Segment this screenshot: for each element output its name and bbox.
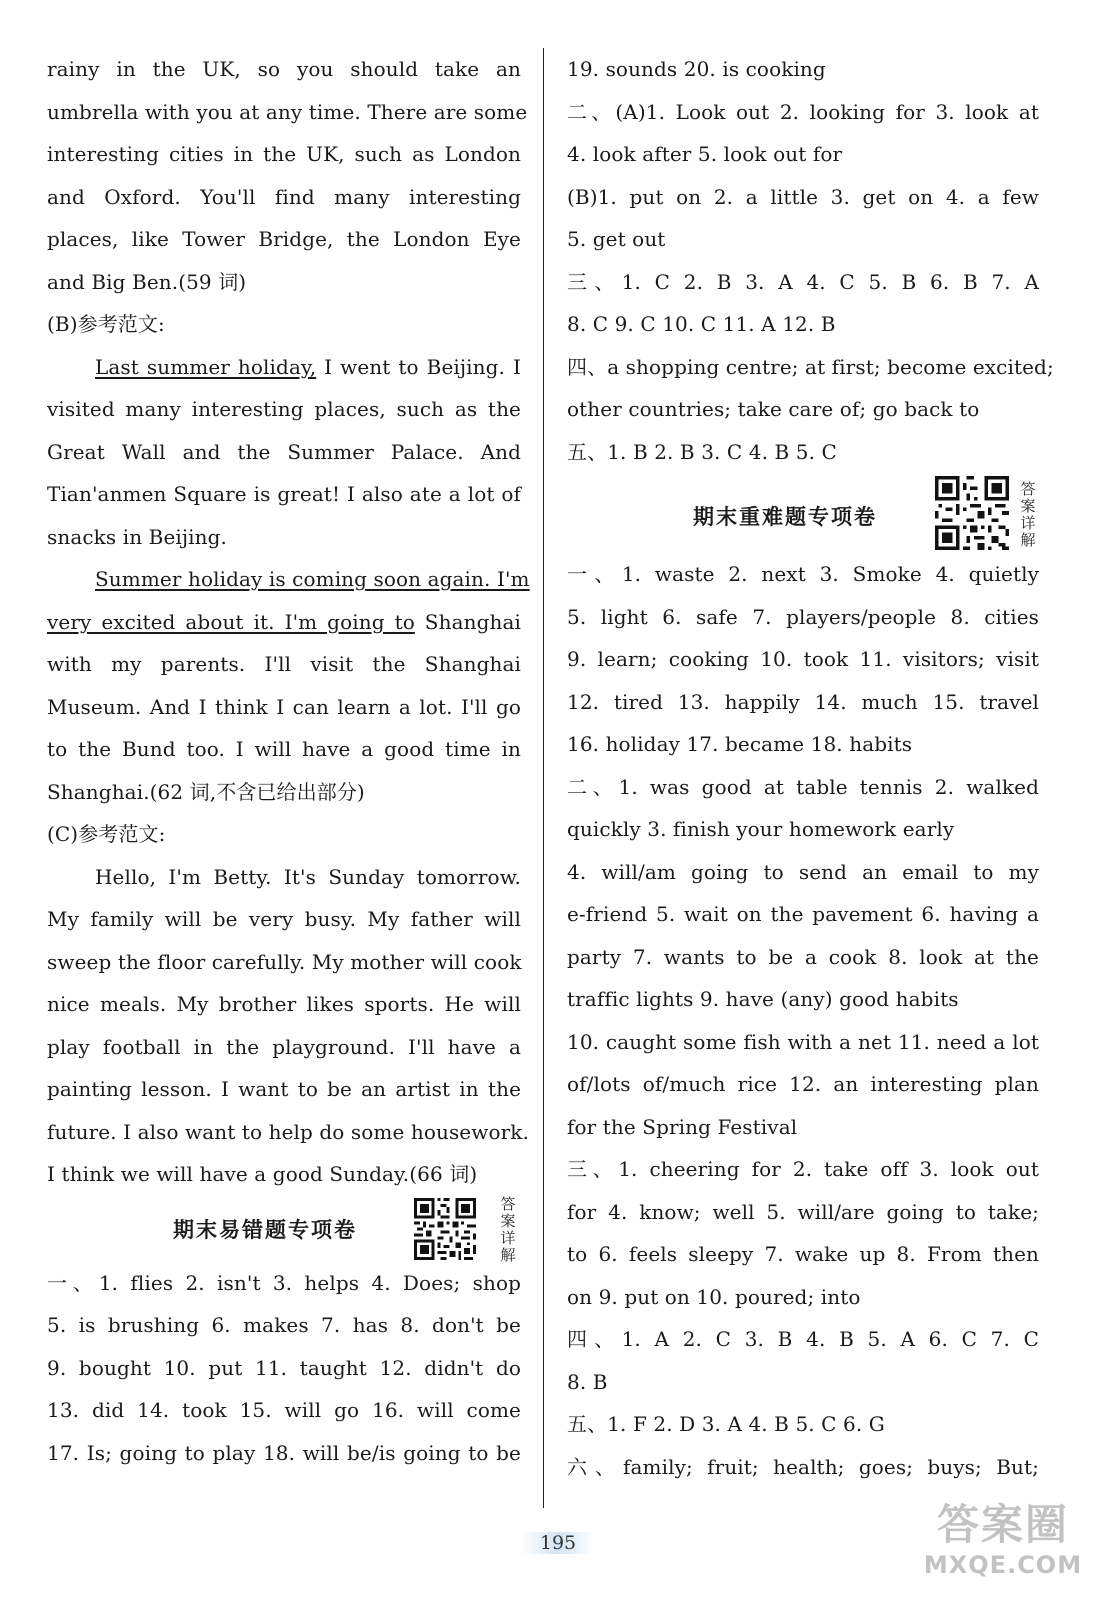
text-line: with my parents. I'll visit the Shanghai (47, 652, 521, 676)
qr-code-icon[interactable] (414, 1198, 476, 1260)
answer-line: 13. did 14. took 15. will go 16. will come (47, 1398, 521, 1422)
text-line-underlined-start: very excited about it. I'm going to Shanghai (47, 609, 521, 634)
qr-label: 答案详解 (1020, 480, 1036, 549)
text-line: and Oxford. You'll find many interesting (47, 184, 521, 209)
given-text-underline: Last summer holiday, (95, 354, 317, 379)
watermark-bottom: MXQE.COM (923, 1551, 1083, 1579)
left-column (47, 48, 530, 1474)
answer-line: 5. get out (567, 227, 666, 251)
text-line: snacks in Beijing. (47, 524, 228, 549)
answer-line: e-friend 5. wait on the pavement 6. having a (567, 902, 1039, 926)
answer-line: for 4. know; well 5. will/are going to take; (567, 1199, 1039, 1224)
text-line: and Big Ben.(59 词) (47, 269, 247, 294)
answer-line: 12. tired 13. happily 14. much 15. travel (567, 689, 1039, 714)
answer-line: 19. sounds 20. is cooking (567, 57, 826, 81)
answer-line: 9. bought 10. put 11. taught 12. didn't do (47, 1355, 521, 1380)
section-header (47, 1196, 521, 1262)
answer-line: 5. is brushing 6. makes 7. has 8. don't be (47, 1313, 521, 1337)
section-title: 期末重难题专项卷 (693, 505, 877, 529)
watermark-top: 答案圈 (936, 1500, 1069, 1549)
answer-line: 9. learn; cooking 10. took 11. visitors; visit (567, 647, 1039, 671)
text-line: visited many interesting places, such as the (47, 397, 521, 421)
answer-line: other countries; take care of; go back to (567, 397, 980, 421)
column-divider (543, 48, 544, 1508)
text-line: rainy in the UK, so you should take an (47, 57, 521, 81)
answer-line: 二、1. was good at table tennis 2. walked (567, 774, 1039, 799)
section-header (567, 473, 1039, 553)
text-line: Shanghai.(62 词,不含已给出部分) (47, 779, 365, 804)
answer-line: 一、1. waste 2. next 3. Smoke 4. quietly (567, 562, 1039, 586)
answer-line: for the Spring Festival (567, 1114, 798, 1139)
answer-line: of/lots of/much rice 12. an interesting plan (567, 1072, 1039, 1096)
answer-line: 三、1. cheering for 2. take off 3. look out (567, 1157, 1039, 1181)
text-line: painting lesson. I want to be an artist in the (47, 1077, 521, 1101)
page-number-text: 195 (522, 1532, 594, 1554)
text-line: Tian'anmen Square is great! I also ate a lot of (47, 482, 521, 506)
answer-line: party 7. wants to be a cook 8. look at the (567, 944, 1039, 969)
answer-line: 8. B (567, 1369, 608, 1394)
given-text-underline: very excited about it. I'm going to (47, 609, 415, 634)
answer-line: 五、1. F 2. D 3. A 4. B 5. C 6. G (567, 1412, 885, 1436)
answer-line: 16. holiday 17. became 18. habits (567, 732, 913, 756)
text-line: Hello, I'm Betty. It's Sunday tomorrow. (95, 864, 521, 889)
text-line: future. I also want to help do some housework. (47, 1119, 529, 1144)
text-line: Great Wall and the Summer Palace. And (47, 439, 521, 464)
sample-essay-label: (B)参考范文: (47, 312, 165, 336)
answer-line: 8. C 9. C 10. C 11. A 12. B (567, 312, 836, 336)
answer-line: to 6. feels sleepy 7. wake up 8. From then (567, 1242, 1039, 1266)
answer-line: 4. will/am going to send an email to my (567, 859, 1039, 884)
text-line: umbrella with you at any time. There are some (47, 99, 528, 124)
answer-line: 17. Is; going to play 18. will be/is going to be (47, 1440, 521, 1465)
qr-label: 答案详解 (500, 1194, 516, 1264)
text-line-underlined-start: Last summer holiday, I went to Beijing. I (95, 354, 521, 379)
text-line: play football in the playground. I'll have a (47, 1034, 521, 1059)
text-line: sweep the floor carefully. My mother will cook (47, 949, 522, 974)
text-line: My family will be very busy. My father will (47, 907, 521, 931)
answer-line: 一、1. flies 2. isn't 3. helps 4. Does; shop (47, 1270, 521, 1295)
text-line: to the Bund too. I will have a good time in (47, 737, 521, 761)
right-column (567, 48, 1054, 1488)
answer-line: 5. light 6. safe 7. players/people 8. cities (567, 604, 1039, 629)
section-title: 期末易错题专项卷 (173, 1217, 357, 1242)
answer-line: 10. caught some fish with a net 11. need a lot (567, 1029, 1039, 1054)
watermark-logo (908, 1500, 1098, 1595)
text-line: interesting cities in the UK, such as London (47, 142, 521, 166)
answer-line: 四、1. A 2. C 3. B 4. B 5. A 6. C 7. C (567, 1327, 1039, 1351)
answer-line: 二、(A)1. Look out 2. looking for 3. look at (567, 99, 1039, 124)
answer-line: on 9. put on 10. poured; into (567, 1284, 861, 1309)
sample-essay-label: (C)参考范文: (47, 822, 166, 846)
answer-line: 4. look after 5. look out for (567, 142, 843, 166)
answer-line: traffic lights 9. have (any) good habits (567, 987, 959, 1011)
answer-line: 三、1. C 2. B 3. A 4. C 5. B 6. B 7. A (567, 269, 1039, 294)
answer-line: (B)1. put on 2. a little 3. get on 4. a few (567, 184, 1039, 209)
given-text-line: Summer holiday is coming soon again. I'm (95, 567, 530, 591)
text-line: Museum. And I think I can learn a lot. I'll go (47, 694, 521, 719)
text-line: I think we will have a good Sunday.(66 词) (47, 1162, 478, 1186)
answer-line: 五、1. B 2. B 3. C 4. B 5. C (567, 439, 837, 464)
answer-line: 四、a shopping centre; at first; become excited; (567, 354, 1054, 379)
answer-line: quickly 3. finish your homework early (567, 817, 955, 841)
text-line: places, like Tower Bridge, the London Eye (47, 227, 521, 251)
text-line: nice meals. My brother likes sports. He will (47, 992, 521, 1016)
answer-line: 六、family; fruit; health; goes; buys; But; (567, 1454, 1039, 1479)
qr-code-icon[interactable] (935, 476, 1009, 550)
